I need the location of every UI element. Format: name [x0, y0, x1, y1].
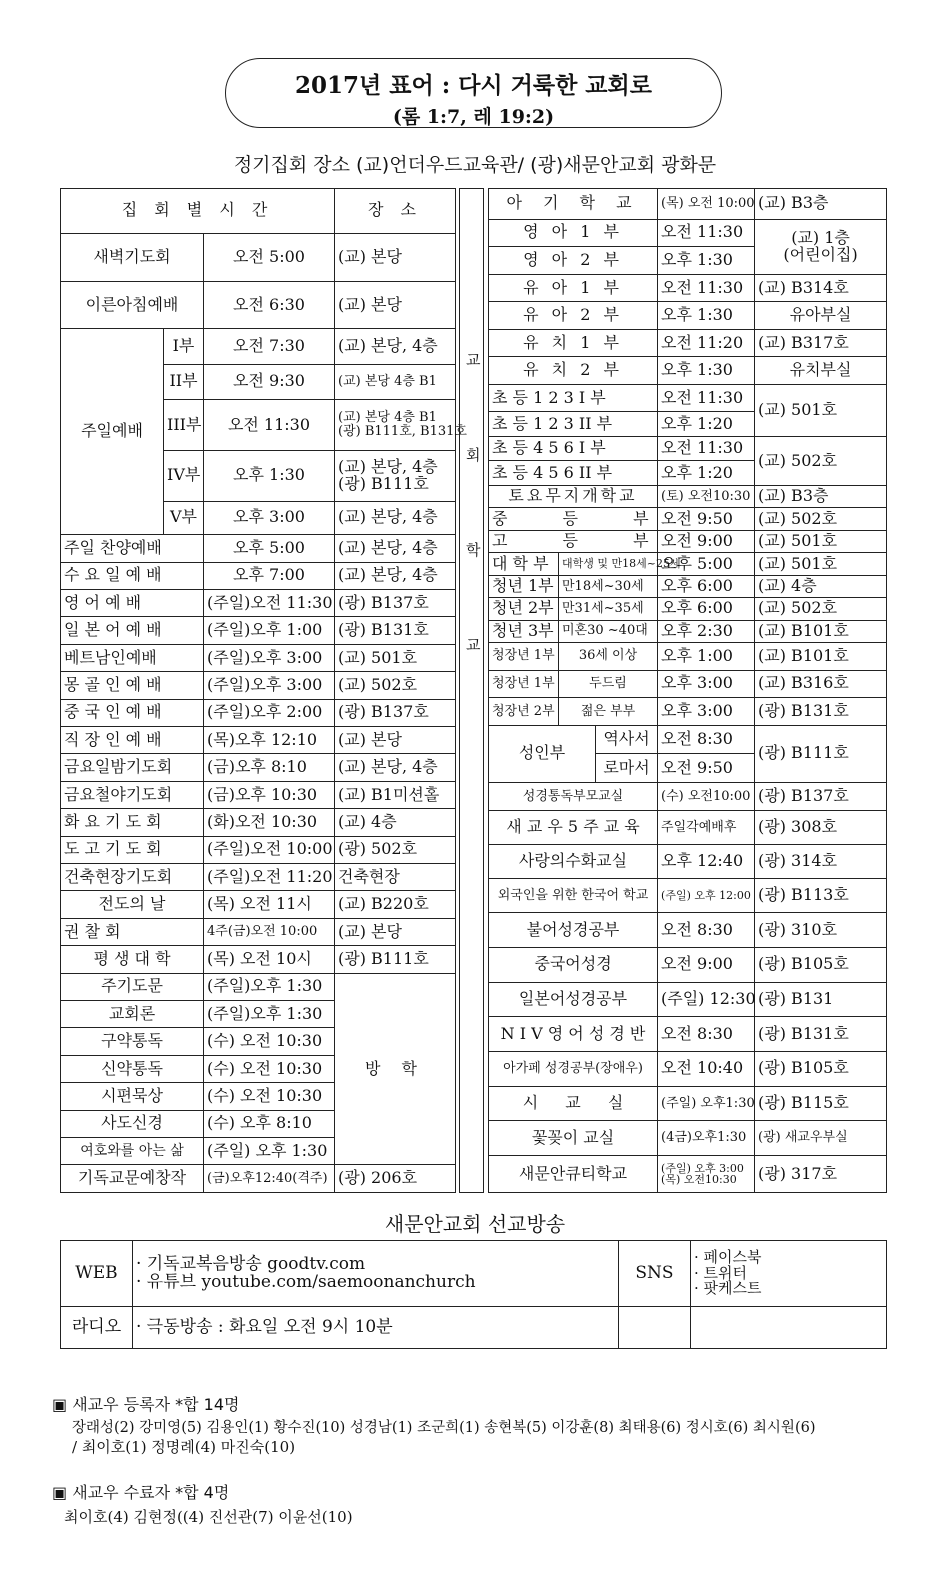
broadcast-table	[60, 1240, 887, 1349]
class-age: 대학생 및 만18세~25세	[559, 553, 658, 575]
class-name: 유 아 2 부	[489, 302, 658, 330]
row-time: (주일)오후 3:00	[204, 672, 335, 699]
row-place: (교) B1미션홀	[335, 781, 456, 808]
class-place: (교) B317호	[755, 329, 887, 357]
class-time: 오후 1:30	[658, 357, 755, 385]
class-time: (주일) 오후 3:00	[661, 1161, 744, 1175]
class-place: (교) 501호	[755, 553, 887, 575]
sns-twitter[interactable]: · 트위터	[694, 1263, 748, 1282]
course-time: (주일)오후 1:30	[204, 973, 335, 1000]
row-place: (광) B131호	[335, 617, 456, 644]
class-place: (광) B131호	[755, 1017, 887, 1052]
class-time: 오후 5:00	[658, 553, 755, 575]
row-name: 영 어 예 배	[61, 589, 204, 616]
row-name: 건축현장기도회	[61, 863, 204, 890]
row-place: (교) 본당	[335, 726, 456, 753]
class-time: 오전 11:30	[658, 219, 755, 247]
class-place: (교) 501호	[755, 384, 887, 436]
row-place: (교) 본당	[335, 233, 456, 282]
motto-verse: (롬 1:7, 레 19:2)	[392, 106, 555, 128]
vacation-label: 방 학	[335, 973, 456, 1165]
row-place: (광) 206호	[335, 1165, 456, 1193]
web-link-goodtv[interactable]: · 기독교복음방송 goodtv.com	[136, 1253, 366, 1274]
course-name: 여호와를 아는 삶	[61, 1138, 204, 1165]
sunday-label: 주일예배	[61, 329, 164, 535]
sns-podcast[interactable]: · 팟케스트	[694, 1279, 762, 1298]
sns-facebook[interactable]: · 페이스북	[694, 1247, 762, 1266]
class-time: 주일각예배후	[658, 811, 755, 845]
band-char: 교	[466, 636, 481, 654]
row-name: 금요일밤기도회	[61, 754, 204, 781]
course-name: 기독교문예창작	[61, 1165, 204, 1193]
class-time: 오전 11:30	[658, 436, 755, 460]
row-name: 몽 골 인 예 배	[61, 672, 204, 699]
course-name: 신약통독	[61, 1055, 204, 1082]
registered-names-2: / 최이호(1) 정명례(4) 마진숙(10)	[72, 1438, 296, 1456]
row-time: (주일)오전 10:00	[204, 836, 335, 863]
class-name: 청년 1부	[489, 575, 559, 597]
class-name: N I V 영 어 성 경 반	[489, 1017, 658, 1052]
class-name: 일본어성경공부	[489, 982, 658, 1017]
class-time: 오전 9:00	[658, 530, 755, 552]
class-name: 초 등 1 2 3 I 부	[489, 384, 658, 412]
class-name: 유 아 1 부	[489, 274, 658, 302]
course-time: (수) 오전 10:30	[204, 1083, 335, 1110]
row-place: (교) 본당, 4층	[335, 501, 456, 535]
class-place: (교) 502호	[755, 508, 887, 530]
course-time: (수) 오후 8:10	[204, 1110, 335, 1137]
class-place: (광) B111호	[755, 725, 887, 782]
class-name: 청장년 2부	[489, 698, 559, 726]
row-time: (금)오후 10:30	[204, 781, 335, 808]
registered-title: ▣ 새교우 등록자 *합 14명	[52, 1395, 240, 1414]
course-time: (수) 오전 10:30	[204, 1055, 335, 1082]
motto-title: 2017년 표어 : 다시 거룩한 교회로	[295, 72, 652, 99]
row-time: (주일)오후 3:00	[204, 644, 335, 671]
course-time: (주일)오후 1:30	[204, 1001, 335, 1028]
class-place: (교) 1층	[791, 227, 850, 247]
class-name: 불어성경공부	[489, 913, 658, 948]
newcomer-course: 새 교 우 5 주 교 육	[489, 811, 658, 845]
row-place-2: (광) B111호	[338, 473, 429, 493]
class-time: 오전 11:20	[658, 329, 755, 357]
row-time: 오후 3:00	[204, 501, 335, 535]
class-time: 오전 8:30	[658, 1017, 755, 1052]
class-place: (교) B316호	[755, 670, 887, 698]
class-time: 오전 10:40	[658, 1052, 755, 1087]
row-name: 금요철야기도회	[61, 781, 204, 808]
row-place: (교) 본당	[335, 282, 456, 329]
row-time: (주일)오후 2:00	[204, 699, 335, 726]
web-link-youtube[interactable]: · 유튜브 youtube.com/saemoonanchurch	[136, 1271, 476, 1292]
row-name: 전도의 날	[61, 891, 204, 918]
web-label: WEB	[61, 1241, 133, 1307]
row-name: 평 생 대 학	[61, 946, 204, 973]
class-time: (토) 오전10:30	[658, 485, 755, 507]
row-name: 이른아침예배	[61, 282, 204, 329]
band-char: 교	[466, 351, 481, 369]
empty-cell	[691, 1307, 887, 1349]
class-place: (광) B137호	[755, 782, 887, 811]
course-time: (수) 오전 10:30	[204, 1028, 335, 1055]
course-name: 주기도문	[61, 973, 204, 1000]
row-place: (교) 502호	[335, 672, 456, 699]
class-place: (광) 310호	[755, 913, 887, 948]
row-name: 권 찰 회	[61, 918, 204, 945]
row-time: (목) 오전 10시	[204, 946, 335, 973]
row-time: 4주(금)오전 10:00	[204, 918, 335, 945]
service-part: IV부	[164, 450, 204, 501]
class-age: 36세 이상	[559, 642, 658, 670]
course-time: (주일) 오후 1:30	[204, 1138, 335, 1165]
meeting-schedule-table	[60, 188, 467, 1193]
class-name: 중국어성경	[489, 947, 658, 982]
registered-names: 장래성(2) 강미영(5) 김용인(1) 황수진(10) 성경남(1) 조군희(1) 송현복(5) 이강훈(8) 최태용(6) 정시호(6) 최시원(6)	[72, 1420, 816, 1436]
class-place: (교) B3층	[755, 485, 887, 507]
course-time: (금)오후12:40(격주)	[204, 1165, 335, 1193]
service-part: V부	[164, 501, 204, 535]
venue-heading: 정기집회 장소 (교)언더우드교육관/ (광)새문안교회 광화문	[233, 154, 717, 176]
row-place-2: (광) B111호, B131호	[338, 423, 467, 439]
empty-cell	[619, 1307, 691, 1349]
radio-label: 라디오	[61, 1307, 133, 1349]
class-name: 대 학 부	[489, 553, 559, 575]
row-name: 베트남인예배	[61, 644, 204, 671]
row-time: (목)오후 12:10	[204, 726, 335, 753]
church-school-band	[459, 188, 484, 1193]
row-place: (교) 4층	[335, 809, 456, 836]
class-name: 중 등 부	[489, 508, 658, 530]
row-time: 오전 9:30	[204, 364, 335, 400]
class-time: (주일) 오후1:30	[658, 1086, 755, 1121]
row-place: (교) 본당, 4층	[335, 329, 456, 365]
class-time: 오후 1:00	[658, 642, 755, 670]
row-time: (목) 오전 11시	[204, 891, 335, 918]
class-time: 오후 1:20	[658, 412, 755, 436]
header-time: 집 회 별 시 간	[61, 189, 335, 234]
row-time: 오후 5:00	[204, 535, 335, 562]
class-place: (광) 314호	[755, 844, 887, 878]
class-name: 영 아 2 부	[489, 247, 658, 275]
class-place: (교) B3층	[755, 189, 887, 220]
class-place: 유아부실	[755, 302, 887, 330]
service-part: I부	[164, 329, 204, 365]
completed-title: ▣ 새교우 수료자 *합 4명	[52, 1483, 230, 1502]
row-name: 직 장 인 예 배	[61, 726, 204, 753]
row-time: (주일)오후 1:00	[204, 617, 335, 644]
course-name: 교회론	[61, 1001, 204, 1028]
class-time: 오후 3:00	[658, 670, 755, 698]
class-name: 청년 3부	[489, 620, 559, 642]
class-time: 오후 1:30	[658, 302, 755, 330]
row-place: 건축현장	[335, 863, 456, 890]
class-time: 오전 11:30	[658, 274, 755, 302]
row-time: 오후 7:00	[204, 562, 335, 589]
class-place: (교) B314호	[755, 274, 887, 302]
service-part: III부	[164, 400, 204, 451]
row-time: (화)오전 10:30	[204, 809, 335, 836]
row-place: (광) 502호	[335, 836, 456, 863]
class-time: 오후 6:00	[658, 575, 755, 597]
adult-label: 성인부	[489, 725, 596, 782]
class-time: 오전 11:30	[658, 384, 755, 412]
class-place: 유치부실	[755, 357, 887, 385]
class-time: 오전 8:30	[658, 913, 755, 948]
course-name: 사도신경	[61, 1110, 204, 1137]
row-place: (교) 501호	[335, 644, 456, 671]
broadcast-title: 새문안교회 선교방송	[384, 1212, 566, 1236]
class-place: (교) 502호	[755, 436, 887, 485]
class-name: 청년 2부	[489, 598, 559, 620]
class-name: 사랑의수화교실	[489, 844, 658, 878]
class-name: 외국인을 위한 한국어 학교	[489, 878, 658, 913]
row-place: (광) B137호	[335, 699, 456, 726]
class-name: 성경통독부모교실	[489, 782, 658, 811]
row-place: (교) 본당, 4층	[335, 754, 456, 781]
row-time: (주일)오전 11:20	[204, 863, 335, 890]
class-time: (목) 오전 10:00	[658, 189, 755, 220]
class-place: (광) B115호	[755, 1086, 887, 1121]
class-place-2: (어린이집)	[783, 244, 858, 264]
header-place: 장 소	[335, 189, 456, 234]
class-time-2: (목) 오전10:30	[661, 1173, 737, 1187]
row-place: (교) B220호	[335, 891, 456, 918]
row-name: 주일 찬양예배	[61, 535, 204, 562]
class-place: (광) B113호	[755, 878, 887, 913]
row-time: (금)오후 8:10	[204, 754, 335, 781]
class-name: 토요무지개학교	[489, 485, 658, 507]
class-place: (교) 4층	[755, 575, 887, 597]
motto-banner	[225, 58, 722, 128]
class-name: 영 아 1 부	[489, 219, 658, 247]
radio-info: · 극동방송 : 화요일 오전 9시 10분	[133, 1307, 619, 1349]
band-char: 학	[466, 541, 481, 559]
class-time: 오후 12:40	[658, 844, 755, 878]
class-age: 미혼30 ~40대	[559, 620, 658, 642]
row-name: 새벽기도회	[61, 233, 204, 282]
class-time: 오후 1:20	[658, 461, 755, 485]
row-place: (광) B137호	[335, 589, 456, 616]
row-time: 오전 7:30	[204, 329, 335, 365]
class-name: 유 치 1 부	[489, 329, 658, 357]
class-time: 오전 9:50	[658, 508, 755, 530]
class-name: 새문안큐티학교	[489, 1156, 658, 1193]
row-name: 화 요 기 도 회	[61, 809, 204, 836]
class-time: (수) 오전10:00	[658, 782, 755, 811]
row-place: (교) 본당 4층 B1	[338, 410, 437, 426]
class-place: (광) B105호	[755, 947, 887, 982]
class-name: 유 치 2 부	[489, 357, 658, 385]
row-time: 오전 5:00	[204, 233, 335, 282]
class-name: 아가페 성경공부(장애우)	[489, 1052, 658, 1087]
row-name: 중 국 인 예 배	[61, 699, 204, 726]
class-age: 만31세~35세	[559, 598, 658, 620]
course-name: 구약통독	[61, 1028, 204, 1055]
class-time: 오후 2:30	[658, 620, 755, 642]
sns-label: SNS	[619, 1241, 691, 1307]
row-place: (교) 본당, 4층	[335, 562, 456, 589]
class-time: 오전 9:00	[658, 947, 755, 982]
class-name: 시 교 실	[489, 1086, 658, 1121]
class-name: 초 등 1 2 3 II 부	[489, 412, 658, 436]
class-name: 고 등 부	[489, 530, 658, 552]
class-time: 오전 8:30	[658, 725, 755, 754]
row-place: (광) B111호	[335, 946, 456, 973]
class-time: 오후 1:30	[658, 247, 755, 275]
class-place: (광) 308호	[755, 811, 887, 845]
class-place: (광) 새교우부실	[755, 1121, 887, 1156]
course-name: 시편묵상	[61, 1083, 204, 1110]
row-time: (주일)오전 11:30	[204, 589, 335, 616]
class-age: 두드림	[559, 670, 658, 698]
class-name: 꽃꽂이 교실	[489, 1121, 658, 1156]
band-char: 회	[466, 446, 481, 464]
class-place: (교) B101호	[755, 642, 887, 670]
class-name: 초 등 4 5 6 I 부	[489, 436, 658, 460]
row-place: (교) 본당 4층 B1	[335, 364, 456, 400]
row-time: 오후 1:30	[204, 450, 335, 501]
class-place: (교) 502호	[755, 598, 887, 620]
class-time: (주일) 오후 12:00	[658, 878, 755, 913]
class-place: (광) B131호	[755, 698, 887, 726]
class-name: 아 기 학 교	[489, 189, 658, 220]
class-time: 오후 3:00	[658, 698, 755, 726]
class-place: (광) B131	[755, 982, 887, 1017]
class-place: (광) 317호	[755, 1156, 887, 1193]
class-age: 젊은 부부	[559, 698, 658, 726]
row-name: 일 본 어 예 배	[61, 617, 204, 644]
class-place: (교) B101호	[755, 620, 887, 642]
row-place: (교) 본당	[335, 918, 456, 945]
row-place: (교) 본당, 4층	[338, 456, 438, 476]
row-time: 오전 11:30	[204, 400, 335, 451]
class-age: 만18세~30세	[559, 575, 658, 597]
class-name: 역사서	[596, 725, 658, 754]
class-time: (주일) 12:30	[658, 982, 755, 1017]
service-part: II부	[164, 364, 204, 400]
class-name: 청장년 1부	[489, 670, 559, 698]
completed-names: 최이호(4) 김현정((4) 진선관(7) 이윤선(10)	[64, 1508, 353, 1526]
class-time: (4금)오후1:30	[658, 1121, 755, 1156]
row-time: 오전 6:30	[204, 282, 335, 329]
row-place: (교) 본당, 4층	[335, 535, 456, 562]
class-name: 로마서	[596, 754, 658, 783]
class-place: (교) 501호	[755, 530, 887, 552]
row-name: 도 고 기 도 회	[61, 836, 204, 863]
class-time: 오전 9:50	[658, 754, 755, 783]
church-school-table	[488, 188, 887, 1193]
row-name: 수 요 일 예 배	[61, 562, 204, 589]
class-name: 청장년 1부	[489, 642, 559, 670]
class-time: 오후 6:00	[658, 598, 755, 620]
class-name: 초 등 4 5 6 II 부	[489, 461, 658, 485]
class-place: (광) B105호	[755, 1052, 887, 1087]
